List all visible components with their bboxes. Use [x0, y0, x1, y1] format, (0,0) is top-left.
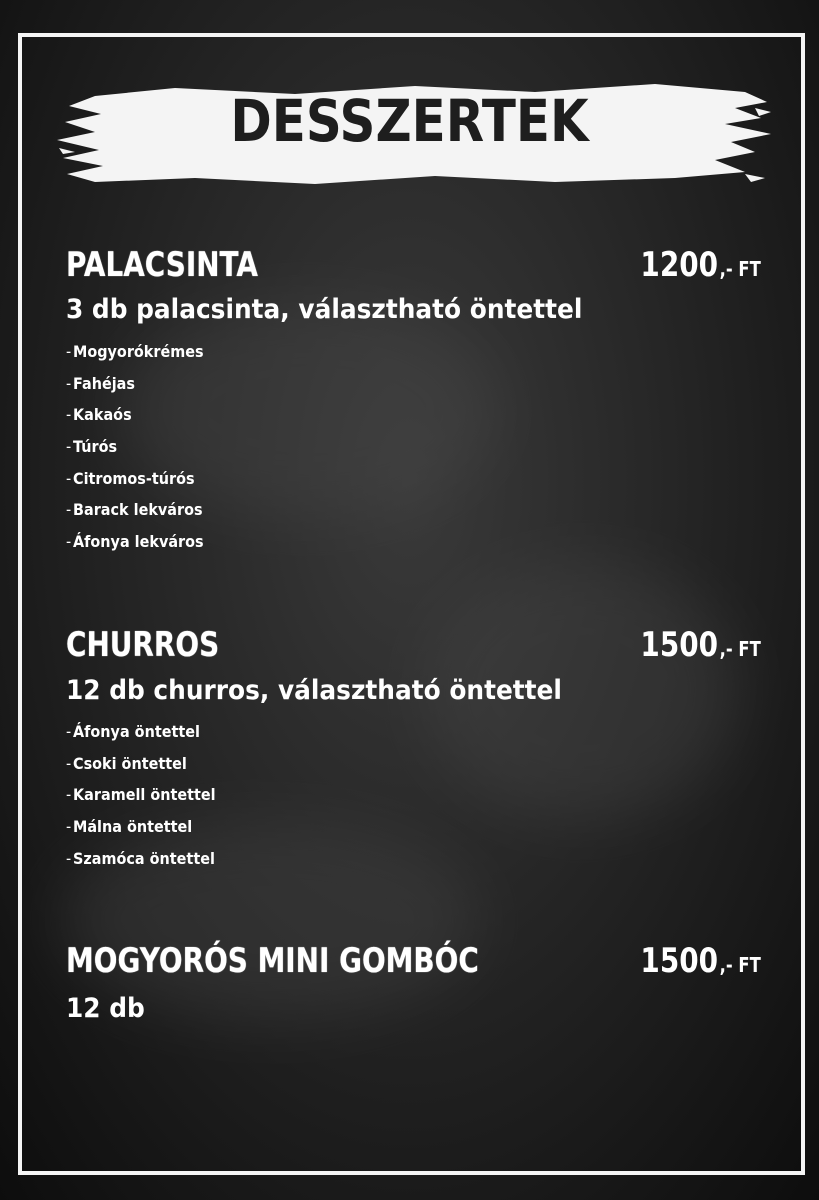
dash: - [66, 817, 72, 837]
list-item [66, 336, 204, 368]
option-label: Áfonya lekváros [73, 532, 204, 552]
dash: - [66, 848, 72, 868]
option-label: Túrós [73, 437, 118, 457]
dash: - [66, 342, 72, 361]
option-label: Kakaós [73, 405, 132, 425]
list-item [66, 368, 204, 400]
dash: - [66, 500, 72, 520]
palacsinta-options [66, 336, 219, 558]
price-amount: 1500 [640, 625, 719, 665]
option-label: Fahéjas [73, 373, 135, 393]
dash: - [66, 437, 72, 457]
dash: - [66, 532, 72, 552]
option-label: Barack lekváros [73, 500, 203, 520]
palacsinta-description: 3 db palacsinta, választható öntettel [66, 294, 583, 325]
gomboc-price [640, 941, 761, 981]
churros-description: 12 db churros, választható öntettel [66, 675, 562, 706]
option-label: Citromos-túrós [73, 468, 195, 488]
page-title: DESSZERTEK [230, 87, 589, 155]
option-label: Csoki öntettel [73, 753, 187, 773]
churros-options [66, 716, 232, 874]
price-suffix: ,- FT [719, 257, 761, 281]
list-item [66, 811, 216, 843]
dash: - [66, 468, 72, 488]
option-label: Áfonya öntettel [73, 722, 200, 741]
option-label: Szamóca öntettel [73, 848, 215, 868]
price-suffix: ,- FT [719, 637, 761, 661]
dash: - [66, 405, 72, 425]
palacsinta-price [640, 245, 761, 285]
option-label: Karamell öntettel [73, 785, 216, 805]
gomboc-title: MOGYORÓS MINI GOMBÓC [66, 941, 479, 981]
dash: - [66, 722, 72, 741]
option-label: Mogyorókrémes [73, 342, 204, 361]
dash: - [66, 785, 72, 805]
churros-price [640, 625, 761, 665]
price-amount: 1200 [640, 245, 719, 285]
gomboc-description: 12 db [66, 993, 145, 1024]
list-item [66, 843, 216, 875]
dash: - [66, 373, 72, 393]
churros-title: CHURROS [66, 625, 220, 665]
list-item [66, 494, 204, 526]
price-suffix: ,- FT [719, 953, 761, 977]
list-item [66, 399, 204, 431]
list-item [66, 748, 216, 780]
palacsinta-title: PALACSINTA [66, 245, 258, 285]
list-item [66, 431, 204, 463]
option-label: Málna öntettel [73, 817, 193, 837]
list-item [66, 463, 204, 495]
list-item [66, 716, 216, 748]
list-item [66, 779, 216, 811]
list-item [66, 526, 204, 558]
dash: - [66, 753, 72, 773]
price-amount: 1500 [640, 941, 719, 981]
